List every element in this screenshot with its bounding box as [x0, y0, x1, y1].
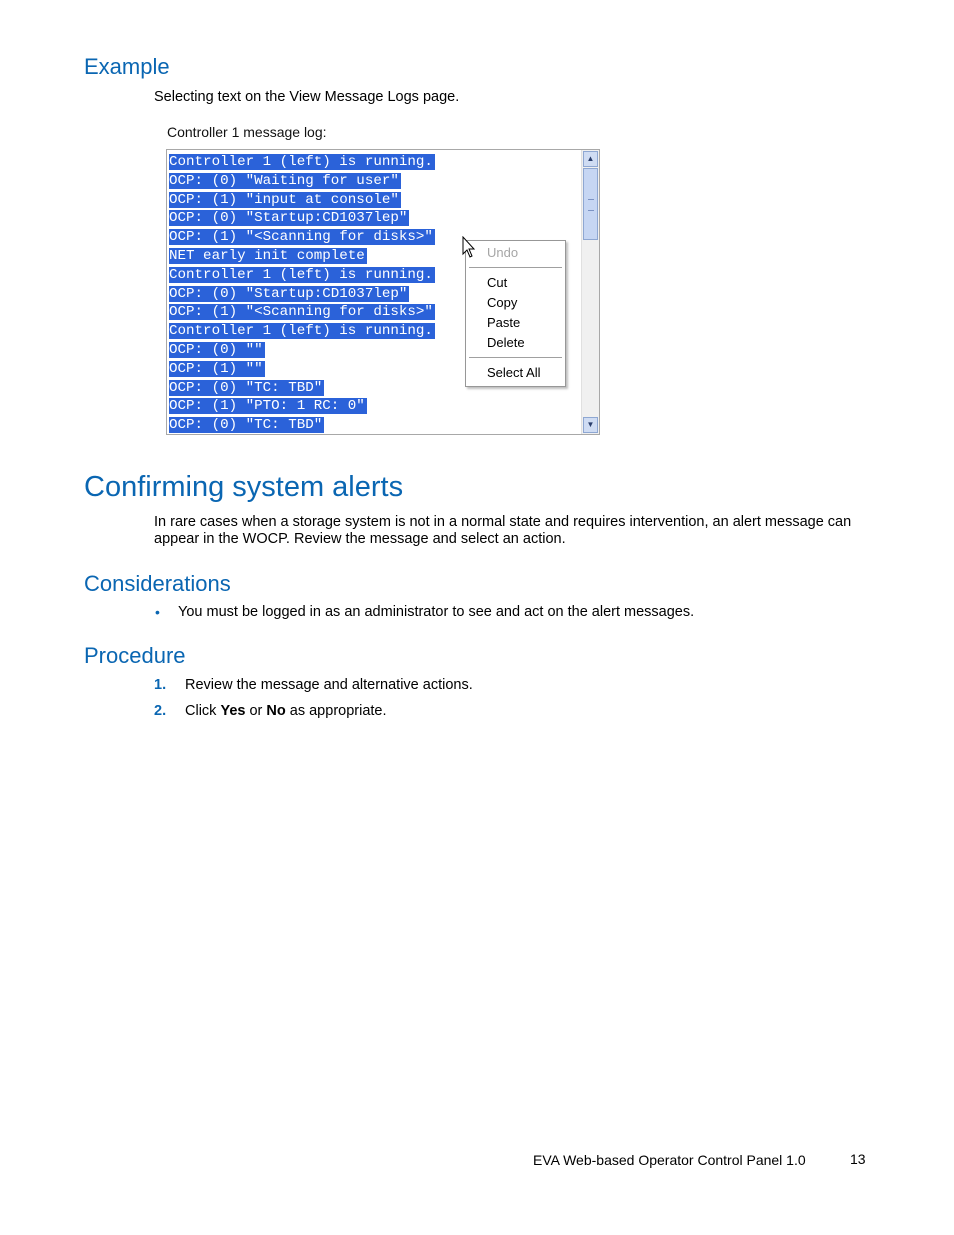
log-line: Controller 1 (left) is running. [169, 323, 433, 340]
menu-separator [469, 357, 562, 358]
log-line: Controller 1 (left) is running. [169, 154, 433, 170]
yes-label: Yes [220, 703, 246, 719]
log-line: OCP: (0) "TC: TBD" [169, 379, 323, 396]
footer-title: EVA Web-based Operator Control Panel 1.0 [533, 1152, 806, 1168]
section-body: In rare cases when a storage system is not in a normal state and requires intervention, an alert message can appear in the WOCP. Review the message and select an action. [154, 514, 852, 547]
menu-item-undo[interactable]: Undo [487, 245, 519, 260]
log-line: NET early init complete [169, 247, 365, 264]
arrow-cursor-icon [462, 236, 476, 260]
step-number: 1. [154, 677, 167, 693]
step-text: Review the message and alternative actions. [185, 677, 473, 693]
considerations-heading: Considerations [84, 571, 231, 596]
step-text: Click Yes or No as appropriate. [185, 703, 387, 719]
bullet-icon: • [155, 604, 160, 620]
vertical-scrollbar[interactable] [581, 150, 599, 434]
section-title: Confirming system alerts [84, 471, 404, 503]
menu-item-select-all[interactable]: Select All [487, 365, 541, 380]
log-line: OCP: (1) "" [169, 360, 263, 377]
considerations-item: You must be logged in as an administrator to see and act on the alert messages. [178, 604, 695, 620]
log-line: OCP: (0) "Startup:CD1037lep" [169, 285, 408, 302]
log-lines [169, 152, 435, 434]
procedure-heading: Procedure [84, 643, 186, 668]
page-number: 13 [850, 1151, 866, 1167]
menu-item-paste[interactable]: Paste [487, 315, 521, 330]
no-label: No [266, 703, 286, 719]
log-line: OCP: (0) "Startup:CD1037lep" [169, 210, 408, 227]
example-intro: Selecting text on the View Message Logs page. [154, 89, 460, 105]
context-menu [465, 240, 566, 387]
example-heading: Example [84, 54, 170, 79]
menu-item-copy[interactable]: Copy [487, 295, 518, 310]
scroll-down-icon[interactable]: ▼ [583, 417, 598, 433]
log-line: OCP: (1) "<Scanning for disks>" [169, 304, 433, 321]
step-number: 2. [154, 703, 167, 719]
scroll-up-icon[interactable]: ▲ [583, 151, 598, 167]
menu-item-delete[interactable]: Delete [487, 335, 525, 350]
log-line: OCP: (1) "<Scanning for disks>" [169, 229, 433, 246]
log-line: OCP: (0) "TC: TBD" [169, 417, 323, 434]
menu-item-cut[interactable]: Cut [487, 275, 508, 290]
log-line: OCP: (1) "PTO: 1 RC: 0" [169, 398, 365, 415]
log-line: OCP: (1) "input at console" [169, 191, 399, 208]
scrollbar-thumb[interactable] [583, 168, 598, 240]
log-line: OCP: (0) "" [169, 341, 263, 358]
log-line: OCP: (0) "Waiting for user" [169, 172, 399, 189]
log-caption: Controller 1 message log: [167, 124, 327, 140]
log-line: Controller 1 (left) is running. [169, 266, 433, 283]
menu-separator [469, 267, 562, 268]
